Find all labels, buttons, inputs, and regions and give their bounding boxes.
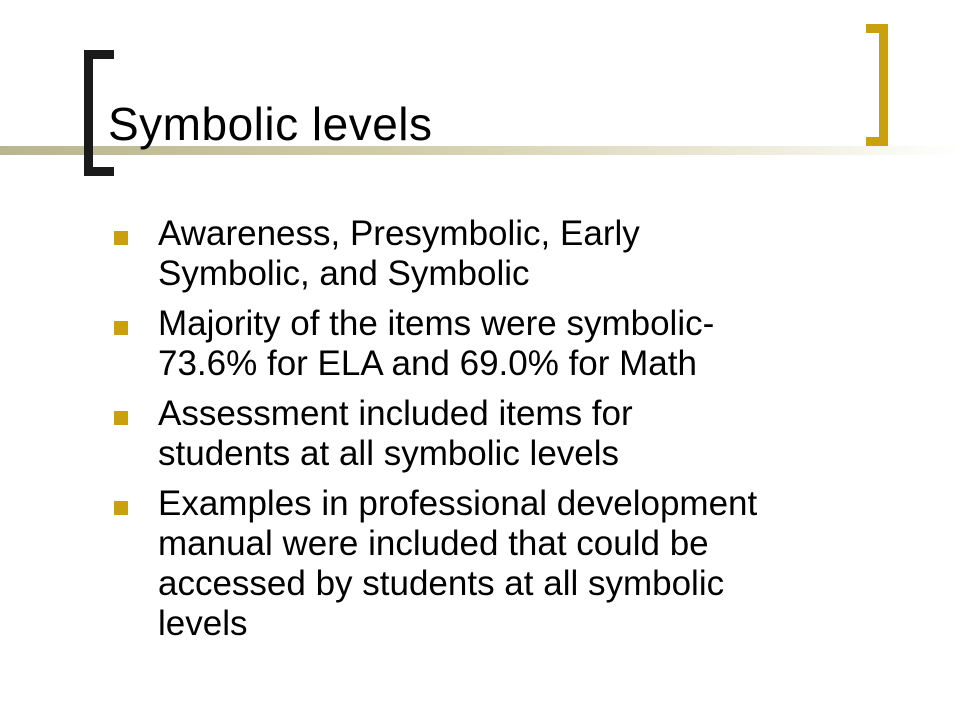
square-bullet-icon <box>114 231 128 245</box>
bullet-item <box>112 304 912 384</box>
bullet-line: students at all symbolic levels <box>158 434 620 473</box>
bullet-item <box>112 394 912 474</box>
bullet-line: Assessment included items for <box>158 394 633 433</box>
square-bullet-icon <box>114 321 128 335</box>
bullet-list <box>112 214 912 654</box>
bullet-line: Symbolic, and Symbolic <box>158 254 530 293</box>
bullet-line: levels <box>158 604 248 643</box>
left-bracket-top <box>84 50 114 59</box>
square-bullet-icon <box>114 501 128 515</box>
bullet-item <box>112 214 912 294</box>
bullet-line: manual were included that could be <box>158 524 709 563</box>
right-bracket-bar <box>879 24 888 146</box>
left-bracket-bottom <box>84 167 114 176</box>
right-bracket-decoration <box>866 24 888 146</box>
bullet-item <box>112 484 912 644</box>
right-bracket-bottom <box>866 137 888 146</box>
bullet-line: 73.6% for ELA and 69.0% for Math <box>158 344 697 383</box>
left-bracket-bar <box>84 50 93 176</box>
square-bullet-icon <box>114 411 128 425</box>
slide-title: Symbolic levels <box>108 98 433 150</box>
bullet-line: Examples in professional development <box>158 484 758 523</box>
bullet-line: Majority of the items were symbolic- <box>158 304 715 343</box>
bullet-line: accessed by students at all symbolic <box>158 564 725 603</box>
bullet-line: Awareness, Presymbolic, Early <box>158 214 640 253</box>
right-bracket-top <box>866 24 888 33</box>
